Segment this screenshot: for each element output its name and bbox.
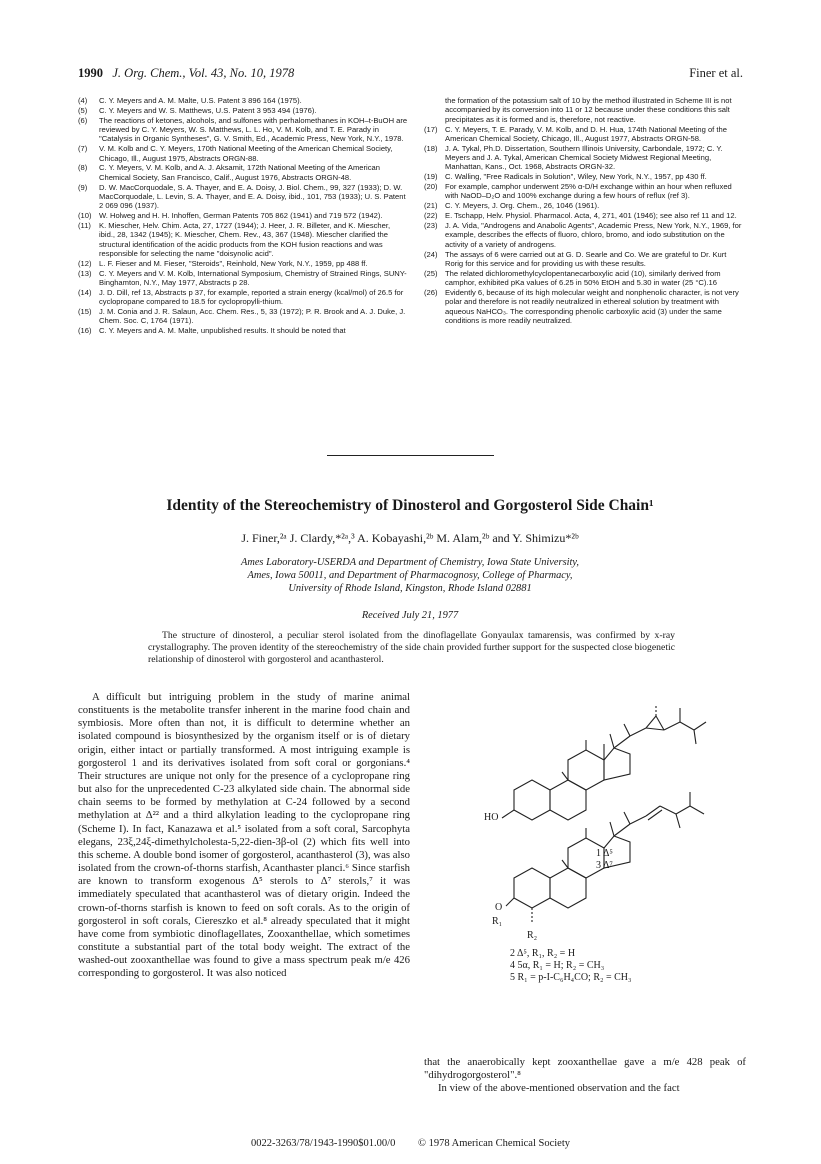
label-r2: R₂	[527, 930, 538, 941]
reference-number: (11)	[78, 220, 91, 230]
reference-item	[78, 183, 408, 211]
reference-number: (8)	[78, 163, 88, 173]
reference-number: (16)	[78, 326, 92, 336]
reference-text: C. Y. Meyers and W. S. Matthews, U.S. Patent 3 953 494 (1976).	[99, 105, 317, 115]
page-footer	[0, 1138, 821, 1149]
article-code: 0022-3263/78/1943-1990$01.00/0	[250, 1138, 396, 1149]
reference-item	[424, 182, 746, 201]
reference-number: (19)	[424, 172, 438, 182]
reference-text: The assays of 6 were carried out at G. D. Searle and Co. We are grateful to Dr. Kurt Rorig for this service and for providing us with these results.	[445, 249, 727, 268]
reference-number: (14)	[78, 287, 92, 297]
reference-item	[424, 269, 746, 288]
reference-text: Evidently 6, because of its high molecular weight and nonphenolic character, is not very polar and therefore is not readily neutralized in ethereal solution by treatment with aqueous NaHCO₃. The corresponding phenolic carboxylic acid (3) under the same conditions is more readily neutralized.	[445, 287, 739, 325]
sterol-structures-figure	[484, 678, 754, 968]
references-column-left	[78, 96, 408, 336]
reference-number: (22)	[424, 211, 438, 221]
caption-compound-4: 4 5α, R₁ = H; R₂ = CH₃	[510, 960, 605, 971]
article-authors: J. Finer,²ᵃ J. Clardy,*²ᵃ,³ A. Kobayashi,²ᵇ M. Alam,²ᵇ and Y. Shimizu*²ᵇ	[241, 531, 579, 545]
affiliation-line-2: Ames, Iowa 50011, and Department of Pharmacognosy, College of Pharmacy,	[247, 570, 573, 582]
reference-text: J. D. Dill, ref 13, Abstracts p 37, for example, reported a strain energy (kcal/mol) of 26.5 for cyclopropane compared to 18.5 for cyclopropylli-thium.	[99, 287, 404, 307]
reference-item	[424, 250, 746, 269]
page-number: 1990	[78, 66, 103, 80]
reference-item	[424, 211, 746, 220]
body-right-paragraph-1: that the anaerobically kept zooxanthellae gave a m/e 428 peak of "dihydrogorgosterol".⁸	[424, 1056, 746, 1082]
references-column-right	[424, 96, 746, 326]
reference-item	[78, 259, 408, 268]
label-ho: HO	[484, 812, 499, 823]
label-r1: R₁	[492, 916, 503, 927]
abstract: The structure of dinosterol, a peculiar sterol isolated from the dinoflagellate Gonyaulax tamarensis, was confirmed by x-ray crystallography. The proven identity of the stereochemistry of the side chain provided further support for the suspected close biogenetic relationship of dinosterol with gorgosterol and acanthasterol.	[148, 630, 675, 666]
reference-item	[78, 96, 408, 105]
reference-text: J. M. Conia and J. R. Salaun, Acc. Chem. Res., 5, 33 (1972); P. R. Brook and A. J. Duke, J. Chem. Soc. C, 1764 (1971).	[99, 307, 406, 326]
reference-continuation: the formation of the potassium salt of 10 by the method illustrated in Scheme III is not accompanied by its conversion into 11 or 12 because under these conditions this salt precipitates as it is formed and is, therefore, not reactive.	[445, 96, 732, 124]
reference-number: (4)	[78, 96, 88, 105]
article-title: Identity of the Stereochemistry of Dinosterol and Gorgosterol Side Chain¹	[166, 497, 654, 514]
reference-text: J. A. Tykal, Ph.D. Dissertation, Southern Illinois University, Carbondale, 1972; C. Y. Meyers and J. A. Tykal, American Chemical Society Midwest Regional Meeting, Manhattan, Kans., Oct. 1968, Abstracts ORGN-32.	[445, 143, 723, 172]
reference-text: V. M. Kolb and C. Y. Meyers, 170th National Meeting of the American Chemical Society, Chicago, Ill., August 1975, Abstracts ORGN-88.	[99, 144, 393, 163]
reference-item	[78, 116, 408, 144]
reference-item	[424, 221, 746, 249]
affiliation-line-3: University of Rhode Island, Kingston, Rhode Island 02881	[288, 583, 532, 595]
reference-number: (6)	[78, 115, 88, 125]
journal-citation: J. Org. Chem., Vol. 43, No. 10, 1978	[112, 66, 295, 80]
reference-item	[78, 144, 408, 163]
reference-item	[424, 144, 746, 172]
reference-text: The related dichloromethylcyclopentanecarboxylic acid (10), similarly derived from camphor, exhibited pKa values of 6.25 in 50% EtOH and 5.30 in water (25 °C).16	[445, 268, 721, 288]
label-o: O	[495, 902, 503, 913]
affiliation-line-1: Ames Laboratory-USERDA and Department of Chemistry, Iowa State University,	[240, 557, 580, 568]
reference-number: (25)	[424, 268, 438, 278]
reference-number: (7)	[78, 144, 88, 154]
reference-number: (12)	[78, 258, 92, 268]
reference-text: C. Y. Meyers, V. M. Kolb, and A. J. Aksamit, 172th National Meeting of the American Chemical Society, San Francisco, Calif., August 1976, Abstracts ORGN-48.	[99, 163, 380, 182]
reference-number: (10)	[78, 211, 92, 221]
label-compound-3: 3 Δ⁷	[596, 860, 613, 871]
body-right-paragraph-2: In view of the above-mentioned observation and the fact	[438, 1082, 680, 1095]
reference-number: (21)	[424, 201, 438, 211]
reference-text: C. Y. Meyers, J. Org. Chem., 26, 1046 (1961).	[445, 201, 600, 211]
copyright: © 1978 American Chemical Society	[417, 1138, 571, 1149]
reference-number: (18)	[424, 143, 438, 153]
reference-number: (9)	[78, 182, 88, 192]
header-left	[78, 66, 294, 81]
reference-item	[78, 211, 408, 220]
received-date: Received July 21, 1977	[361, 610, 459, 621]
reference-number: (15)	[78, 307, 92, 317]
reference-text: J. A. Vida, "Androgens and Anabolic Agents", Academic Press, New York, N.Y., 1969, for example, describes the effects of fluoro, chloro, bromo, and iodo substitution on the activity of a variety of androgens.	[445, 220, 742, 249]
reference-text: D. W. MacCorquodale, S. A. Thayer, and E. A. Doisy, J. Biol. Chem., 99, 327 (1933); D. W. MacCorquodale, L. Levin, S. A. Thayer, and E. A. Doisy, ibid., 101, 753 (1933); U. S. Patent 2 069 096 (1937).	[99, 182, 406, 211]
header-authors: Finer et al.	[689, 66, 743, 80]
reference-item	[78, 269, 408, 288]
reference-item	[78, 163, 408, 182]
reference-number: (17)	[424, 124, 438, 134]
reference-item	[78, 106, 408, 115]
reference-text: K. Miescher, Helv. Chim. Acta, 27, 1727 (1944); J. Heer, J. R. Billeter, and K. Miescher, ibid., 28, 1342 (1945); K. Miescher, Chem. Rev., 43, 367 (1948). Miescher clarified the structural identification of the acidic products from the KOH fusion reactions and was responsible for selecting the name "doisynolic acid".	[99, 220, 391, 258]
reference-item	[78, 326, 408, 335]
reference-text: C. Y. Meyers and V. M. Kolb, International Symposium, Chemistry of Strained Rings, SUNY-Binghamton, N.Y., May 1977, Abstracts p 28.	[99, 268, 407, 288]
reference-item	[78, 221, 408, 258]
label-compound-1: 1 Δ⁵	[596, 848, 613, 859]
reference-text: C. Y. Meyers and A. M. Malte, U.S. Patent 3 896 164 (1975).	[99, 96, 302, 105]
reference-text: For example, camphor underwent 25% α-D/H exchange within an hour when refluxed with NaOD–D₂O and 100% exchange during a few hours of reflux (ref 3).	[445, 182, 732, 201]
reference-number: (20)	[424, 182, 438, 192]
affiliations	[120, 556, 700, 596]
section-divider	[327, 455, 494, 456]
reference-item	[424, 288, 746, 325]
reference-item	[424, 201, 746, 210]
caption-compound-5: 5 R₁ = p-I-C₆H₄CO; R₂ = CH₃	[510, 972, 632, 983]
reference-text: L. F. Fieser and M. Fieser, "Steroids", Reinhold, New York, N.Y., 1959, pp 488 ff.	[99, 258, 368, 268]
reference-number: (23)	[424, 220, 438, 230]
reference-text: The reactions of ketones, alcohols, and sulfones with perhalomethanes in KOH–t-BuOH are reviewed by C. Y. Meyers, W. S. Matthews, L. L. Ho, V. M. Kolb, and T. E. Parady in "Catalysis in Organic Syntheses", G. V. Smith, Ed., Academic Press, New York, N.Y., 1978.	[99, 115, 408, 144]
reference-number: (24)	[424, 249, 438, 259]
structure-1-skeleton	[502, 704, 706, 820]
reference-item	[78, 288, 408, 307]
reference-item	[424, 172, 746, 181]
body-text-right	[424, 1056, 746, 1095]
reference-text: E. Tschapp, Helv. Physiol. Pharmacol. Acta, 4, 271, 401 (1946); see also ref 11 and 12.	[445, 211, 737, 221]
reference-text: C. Y. Meyers and A. M. Malte, unpublished results. It should be noted that	[99, 326, 346, 336]
reference-number: (26)	[424, 287, 438, 297]
reference-text: C. Walling, "Free Radicals in Solution", Wiley, New York, N.Y., 1957, pp 430 ff.	[445, 172, 707, 182]
reference-text: C. Y. Meyers, T. E. Parady, V. M. Kolb, and D. H. Hua, 174th National Meeting of the American Chemical Society, Chicago, Ill., August 1977, Abstracts ORGN-58.	[445, 124, 727, 143]
reference-text: W. Holweg and H. H. Inhoffen, German Patents 705 862 (1941) and 719 572 (1942).	[99, 211, 383, 221]
reference-item	[78, 307, 408, 326]
reference-number: (13)	[78, 268, 92, 278]
body-text-left: A difficult but intriguing problem in the study of marine animal constituents is the metabolite transfer inherent in the marine food chain and symbiosis. More often than not, it is difficult to determine whether an isolated compound is biosynthesized by the organism itself or is of dietary origin, either intact or partially transformed. A most intriguing example is gorgosterol 1 and its derivatives isolated from soft coral or gorgonians.⁴ Their structures are unique not only for the presence of a cyclopropane ring but also for the unprecedented C-23 alkylated side chain. The abnormal side chain seems to be formed by methylation at C-24 followed by a second methylation at Δ²² and a third alkylation leading to the cyclopropane ring (Scheme I). In fact, Kanazawa et al.⁵ isolated from a soft coral, Sarcophyta elegans, 23ξ,24ξ-dimethylcholesta-5,22-dien-3β-ol (2) which fits well into this scheme. A double bond isomer of gorgosterol, acanthasterol (3), was also isolated from the crown-of-thorns starfish, Acanthaster planci.⁶ Since starfish are known to transform exogenous Δ⁵ sterols to Δ⁷ sterols,⁷ it was immediately speculated that acanthasterol was of dietary origin. Indeed the crown-of-thorns starfish is known to feed on soft corals. As to the origin of gorgosterol in soft corals, Ciereszko et al.⁸ already speculated that it might have come from symbiotic dinoflagellates, Zooxanthellae, which sometimes constitute a substantial part of the total body weight. The extract of the washed-out zooxanthellae was found to give a mass spectrum peak m/e 426 corresponding to gorgosterol. It was also noticed	[78, 691, 410, 980]
caption-compound-2: 2 Δ⁵, R₁, R₂ = H	[510, 948, 576, 959]
running-header	[78, 66, 743, 82]
reference-number: (5)	[78, 105, 88, 115]
reference-item	[424, 125, 746, 144]
